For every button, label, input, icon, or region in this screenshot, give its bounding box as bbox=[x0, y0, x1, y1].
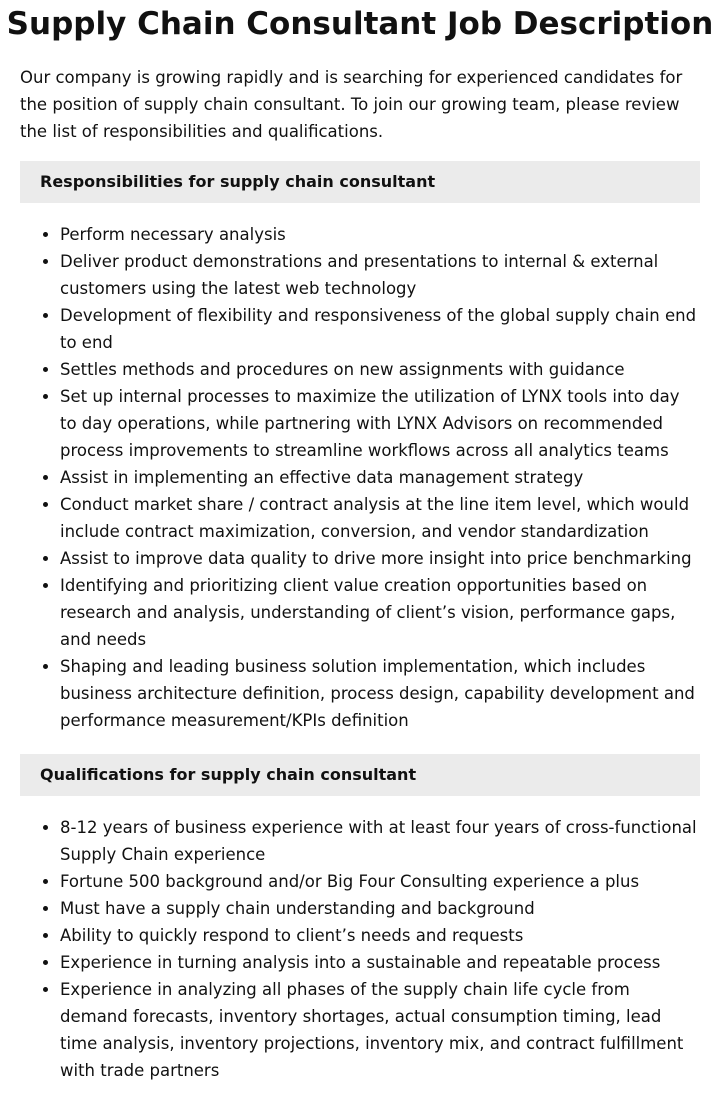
list-item: • Deliver product demonstrations and presentations to internal & external customers using the latest web technology bbox=[60, 248, 700, 302]
list-item: • Development of flexibility and responsiveness of the global supply chain end to end bbox=[60, 302, 700, 356]
intro-text: Our company is growing rapidly and is searching for experienced candidates for the position of supply chain consultant. To join our growing team, please review the list of responsibilities and qualifications. bbox=[20, 68, 683, 141]
qualifications-list bbox=[20, 814, 700, 1084]
list-item: • Identifying and prioritizing client value creation opportunities based on research and analysis, understanding of client’s vision, performance gaps, and needs bbox=[60, 572, 700, 653]
page-title: Supply Chain Consultant Job Description bbox=[6, 6, 714, 42]
list-item: • Fortune 500 background and/or Big Four Consulting experience a plus bbox=[60, 868, 700, 895]
list-item: • 8-12 years of business experience with at least four years of cross-functional Supply Chain experience bbox=[60, 814, 700, 868]
list-item: • Assist in implementing an effective data management strategy bbox=[60, 464, 700, 491]
list-item: • Experience in turning analysis into a sustainable and repeatable process bbox=[60, 949, 700, 976]
qualifications-heading: Qualifications for supply chain consultant bbox=[20, 754, 700, 796]
list-item: • Conduct market share / contract analysis at the line item level, which would include contract maximization, conversion, and vendor standardization bbox=[60, 491, 700, 545]
list-item: • Experience in analyzing all phases of the supply chain life cycle from demand forecasts, inventory shortages, actual consumption timing, lead time analysis, inventory projections, inventory mix, and contract fulfillment with trade partners bbox=[60, 976, 700, 1084]
list-item: • Shaping and leading business solution implementation, which includes business architecture definition, process design, capability development and performance measurement/KPIs definition bbox=[60, 653, 700, 734]
list-item: • Set up internal processes to maximize the utilization of LYNX tools into day to day operations, while partnering with LYNX Advisors on recommended process improvements to streamline workflows across all analytics teams bbox=[60, 383, 700, 464]
list-item: • Perform necessary analysis bbox=[60, 221, 700, 248]
list-item: • Must have a supply chain understanding and background bbox=[60, 895, 700, 922]
responsibilities-list bbox=[20, 221, 700, 734]
list-item: • Settles methods and procedures on new assignments with guidance bbox=[60, 356, 700, 383]
responsibilities-heading: Responsibilities for supply chain consultant bbox=[20, 161, 700, 203]
list-item: • Assist to improve data quality to drive more insight into price benchmarking bbox=[60, 545, 700, 572]
list-item: • Ability to quickly respond to client’s needs and requests bbox=[60, 922, 700, 949]
